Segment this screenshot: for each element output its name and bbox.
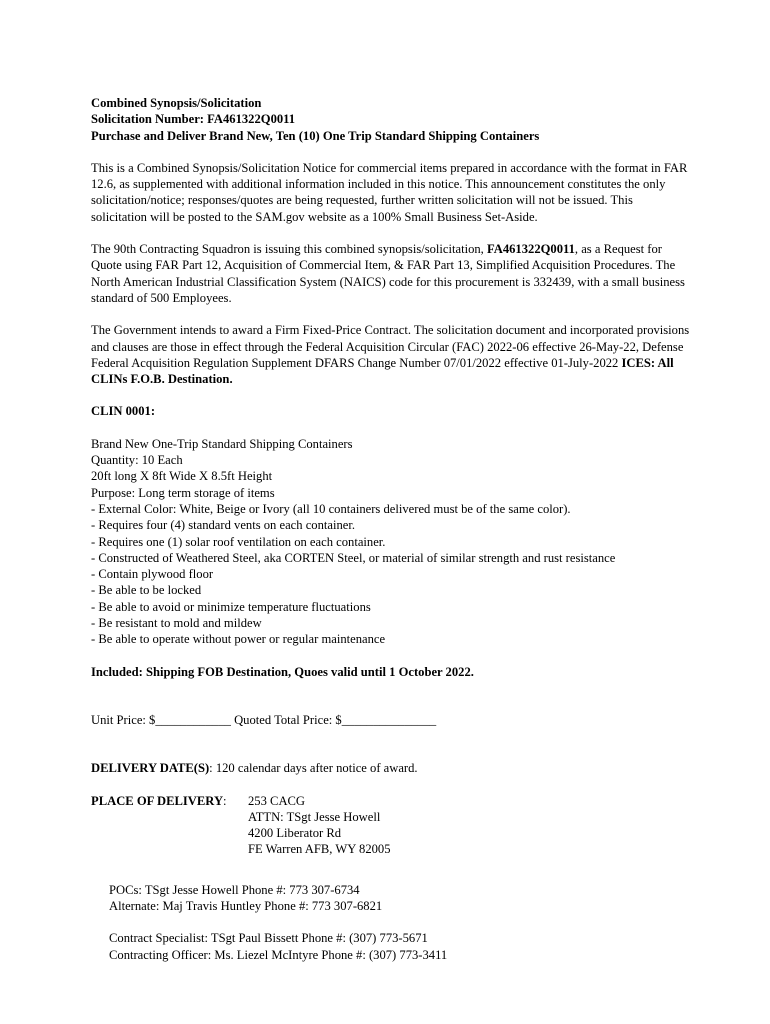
clin-line: - External Color: White, Beige or Ivory (all 10 containers delivered must be of the same color). (91, 501, 571, 516)
address-line: ATTN: TSgt Jesse Howell (248, 809, 381, 824)
squadron-paragraph (91, 241, 691, 306)
squadron-solicitation-number: FA461322Q0011 (486, 242, 575, 257)
delivery-address (248, 793, 391, 858)
intro-paragraph: This is a Combined Synopsis/Solicitation Notice for commercial items prepared in accordance with the format in FAR 12.6, as supplemented with additional information included in this notice. This announcement constitutes the only solicitation/notice; responses/quotes are being requested, further written solicitation will not be issued. This solicitation will be posted to the SAM.gov website as a 100% Small Business Set-Aside. (91, 160, 688, 224)
clin-line: Brand New One-Trip Standard Shipping Containers (91, 436, 353, 451)
award-paragraph-text: The Government intends to award a Firm Fixed-Price Contract. The solicitation document and incorporated provisions and clauses are those in effect through the Federal Acquisition Circular (FAC) 2022-06 effective 26-May-22, Defense Federal Acquisition Regulation Supplement DFARS Change Number 07/01/2022 effective 01-July-2022 (91, 323, 690, 370)
document-header (91, 95, 691, 144)
clin-line: - Constructed of Weathered Steel, aka CORTEN Steel, or material of similar strength and rust resistance (91, 550, 616, 565)
contracting-contacts (91, 930, 691, 963)
place-of-delivery-label-group (91, 793, 248, 858)
clin-heading: CLIN 0001: (91, 404, 156, 419)
clin-line: Purpose: Long term storage of items (91, 485, 275, 500)
clin-details (91, 436, 691, 648)
included-shipping: Included: Shipping FOB Destination, Quoes valid until 1 October 2022. (91, 664, 474, 679)
poc-line: Alternate: Maj Travis Huntley Phone #: 773 307-6821 (109, 898, 383, 913)
clin-line: - Be able to be locked (91, 583, 202, 598)
clin-line: - Be resistant to mold and mildew (91, 616, 262, 631)
document-body (91, 95, 691, 963)
award-paragraph (91, 322, 691, 387)
contact-line: Contract Specialist: TSgt Paul Bissett Phone #: (307) 773-5671 (109, 931, 428, 946)
clin-line: - Be able to avoid or minimize temperature fluctuations (91, 599, 371, 614)
solicitation-number: Solicitation Number: FA461322Q0011 (91, 112, 296, 127)
place-of-delivery-colon: : (223, 793, 227, 808)
delivery-date-label: DELIVERY DATE(S) (91, 761, 210, 776)
purchase-description: Purchase and Deliver Brand New, Ten (10) One Trip Standard Shipping Containers (91, 128, 540, 143)
clin-line: Quantity: 10 Each (91, 453, 183, 468)
address-line: 253 CACG (248, 793, 306, 808)
award-paragraph-fob: ICES: All CLINs F.O.B. Destination. (91, 355, 674, 387)
contact-line: Contracting Officer: Ms. Liezel McIntyre Phone #: (307) 773-3411 (109, 947, 448, 962)
clin-line: - Requires four (4) standard vents on each container. (91, 518, 356, 533)
address-line: 4200 Liberator Rd (248, 826, 342, 841)
squadron-paragraph-pre: The 90th Contracting Squadron is issuing this combined synopsis/solicitation, (91, 242, 487, 257)
address-line: FE Warren AFB, WY 82005 (248, 842, 391, 857)
poc-line: POCs: TSgt Jesse Howell Phone #: 773 307-6734 (109, 882, 360, 897)
delivery-date (91, 760, 691, 776)
price-line: Unit Price: $____________ Quoted Total Price: $_______________ (91, 712, 437, 727)
place-of-delivery-label: PLACE OF DELIVERY (91, 793, 224, 808)
squadron-paragraph-post: , as a Request for Quote using FAR Part 12, Acquisition of Commercial Item, & FAR Part 13, Simplified Acquisition Procedures. The North American Industrial Classification System (NAICS) code for this procurement is 332439, with a small business standard of 500 Employees. (91, 242, 685, 305)
points-of-contact (91, 882, 691, 915)
place-of-delivery (91, 793, 691, 858)
delivery-date-text: : 120 calendar days after notice of award. (209, 761, 418, 776)
clin-line: - Be able to operate without power or regular maintenance (91, 632, 386, 647)
header-title: Combined Synopsis/Solicitation (91, 96, 262, 110)
clin-line: 20ft long X 8ft Wide X 8.5ft Height (91, 469, 273, 484)
clin-line: - Contain plywood floor (91, 567, 214, 582)
clin-line: - Requires one (1) solar roof ventilation on each container. (91, 534, 386, 549)
